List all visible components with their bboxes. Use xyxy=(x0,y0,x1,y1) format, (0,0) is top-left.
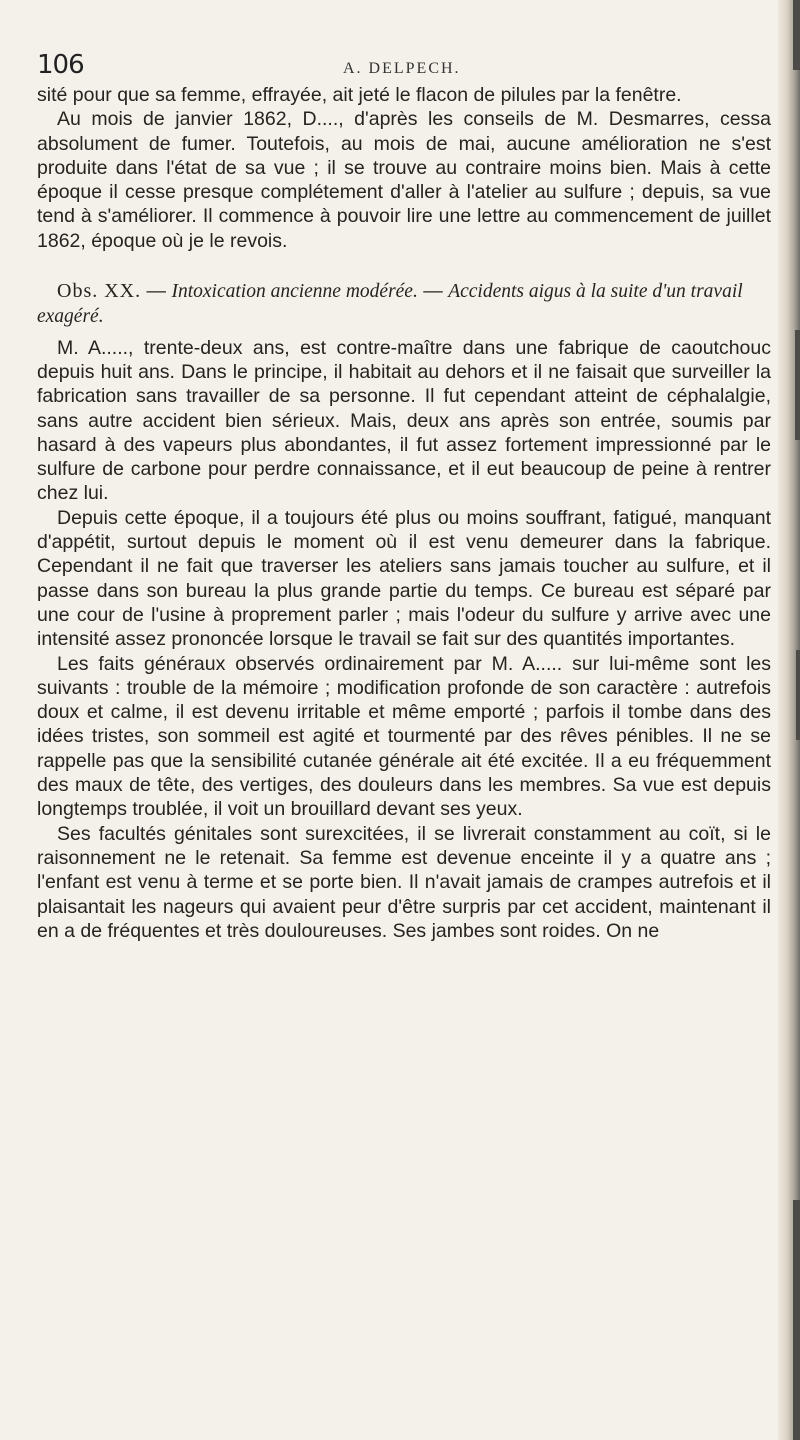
observation-subtitle: Accidents aigus à la suite d'un travail exagéré. xyxy=(37,281,743,328)
running-head: A. DELPECH. xyxy=(343,60,461,77)
heading-dash: — xyxy=(141,280,172,303)
paragraph: sité pour que sa femme, effrayée, ait jeté le flacon de pilules par la fenêtre. xyxy=(37,84,682,106)
observation-label: Obs. XX. xyxy=(57,280,142,303)
binding-shadow xyxy=(793,1200,800,1440)
page-binding-edge xyxy=(778,0,800,1440)
paragraph: Au mois de janvier 1862, D...., d'après les conseils de M. Desmarres, cessa absolument de fumer. Toutefois, au mois de mai, aucune amélioration ne s'est produite dans l'état de sa vue ; il se trouve au contraire moins bien. Mais à cette époque il cesse presque complétement d'aller à l'atelier au sulfure ; depuis, sa vue tend à s'améliorer. Il commence à pouvoir lire une lettre au commencement de juillet 1862, époque où je le revois. xyxy=(37,108,771,252)
binding-shadow xyxy=(796,650,800,740)
paragraph: Depuis cette époque, il a toujours été plus ou moins souffrant, fatigué, manquant d'appétit, surtout depuis le moment où il est venu demeurer dans la fabrique. Cependant il ne fait que traverser les ateliers sans jamais toucher au sulfure, et il passe dans son bureau la plus grande partie du temps. Ce bureau est séparé par une cour de l'usine à proprement parler ; mais l'odeur du sulfure y arrive avec une intensité assez prononcée lorsque le travail se fait sur des quantités importantes. xyxy=(37,506,771,651)
binding-shadow xyxy=(793,0,800,70)
paragraph: Les faits généraux observés ordinairement par M. A..... sur lui-même sont les suivants : trouble de la mémoire ; modification profonde de son caractère : autrefois doux et calme, il est devenu irritable et même emporté ; parfois il tombe dans des idées tristes, son sommeil est agité et tourmenté par des rêves pénibles. Il ne se rappelle pas que la sensibilité cutanée générale ait été excitée. Il a eu fréquemment des maux de tête, des vertiges, des douleurs dans les membres. Sa vue est depuis longtemps troublée, il voit un brouillard devant ses yeux. xyxy=(37,652,771,821)
binding-shadow xyxy=(795,330,800,440)
body-text xyxy=(37,83,771,943)
observation-title: Intoxication ancienne modérée. xyxy=(171,281,418,303)
paragraph: Ses facultés génitales sont surexcitées, il se livrerait constamment au coït, si le raisonnement ne le retenait. Sa femme est devenue enceinte il y a quatre ans ; l'enfant est venu à terme et se porte bien. Il n'avait jamais de crampes autrefois et il plaisantait les nageurs qui avaient peur d'être surpris par cet accident, maintenant il en a de fréquentes et très douloureuses. Ses jambes sont roides. On ne xyxy=(37,822,771,942)
observation-heading xyxy=(37,279,771,330)
paragraph: M. A....., trente-deux ans, est contre-maître dans une fabrique de caoutchouc depuis huit ans. Dans le principe, il habitait au dehors et il ne faisait que surveiller la fabrication sans travailler de sa personne. Il fut cependant atteint de céphalalgie, sans autre accident bien sérieux. Mais, deux ans après son entrée, soumis par hasard à des vapeurs plus abondantes, il fut assez fortement impressionné par le sulfure de carbone pour perdre connaissance, et il eut beaucoup de peine à rentrer chez lui. xyxy=(37,336,771,505)
heading-dash: — xyxy=(417,280,449,303)
page-number: 106 xyxy=(37,50,84,80)
